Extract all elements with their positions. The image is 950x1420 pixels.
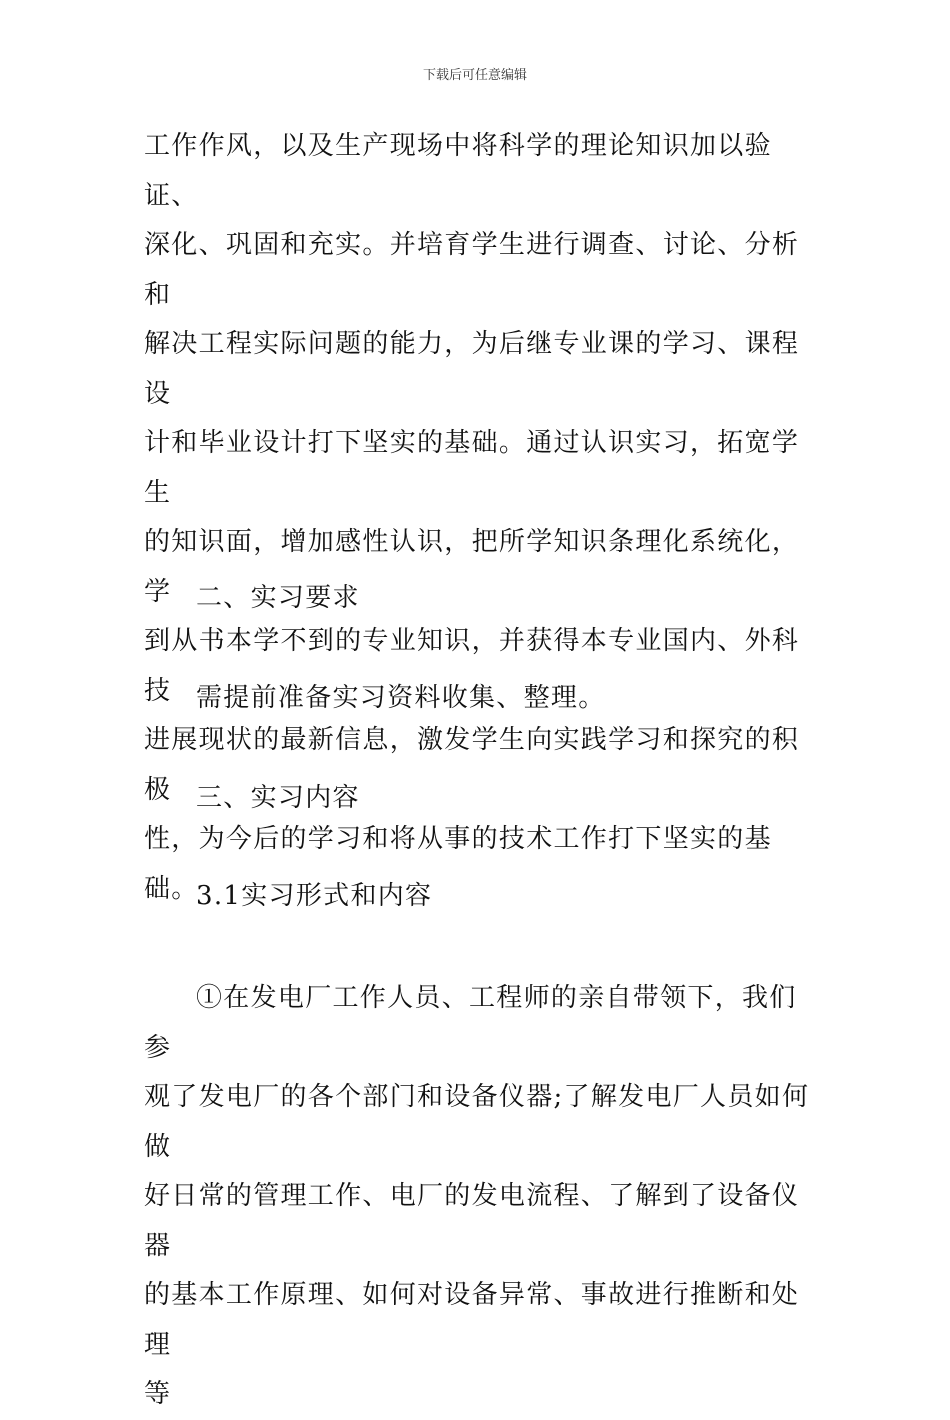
text-line: 计和毕业设计打下坚实的基础。通过认识实习，拓宽学生 — [144, 428, 800, 508]
text-line: 进展现状的最新信息，激发学生向实践学习和探究的积极 — [144, 725, 800, 805]
requirements-text: 需提前准备实习资料收集、整理。 — [196, 683, 606, 713]
text-line: 到从书本学不到的专业知识，并获得本专业国内、外科技 — [144, 626, 800, 706]
page-header: 下载后可任意编辑 — [422, 68, 527, 83]
text-line: 观了发电厂的各个部门和设备仪器;了解发电厂人员如何做 — [144, 1082, 810, 1162]
text-line: ①在发电厂工作人员、工程师的亲自带领下，我们参 — [144, 983, 797, 1063]
text-line: 等 — [144, 1379, 172, 1409]
paragraph-content — [144, 974, 814, 1420]
text-line: 好日常的管理工作、电厂的发电流程、了解到了设备仪器 — [144, 1181, 800, 1261]
section-heading-requirements: 二、实习要求 — [196, 583, 360, 613]
text-line: 解决工程实际问题的能力，为后继专业课的学习、课程设 — [144, 329, 800, 409]
text-line: 性，为今后的学习和将从事的技术工作打下坚实的基础。 — [144, 824, 772, 904]
text-line: 深化、巩固和充实。并培育学生进行调查、讨论、分析和 — [144, 230, 800, 310]
section-heading-content: 三、实习内容 — [196, 783, 360, 813]
text-line: 的基本工作原理、如何对设备异常、事故进行推断和处理 — [144, 1280, 800, 1360]
text-line: 工作作风，以及生产现场中将科学的理论知识加以验证、 — [144, 131, 772, 211]
subsection-heading-form: 3.1实习形式和内容 — [196, 881, 433, 911]
text-line: 的知识面，增加感性认识，把所学知识条理化系统化，学 — [144, 527, 800, 607]
